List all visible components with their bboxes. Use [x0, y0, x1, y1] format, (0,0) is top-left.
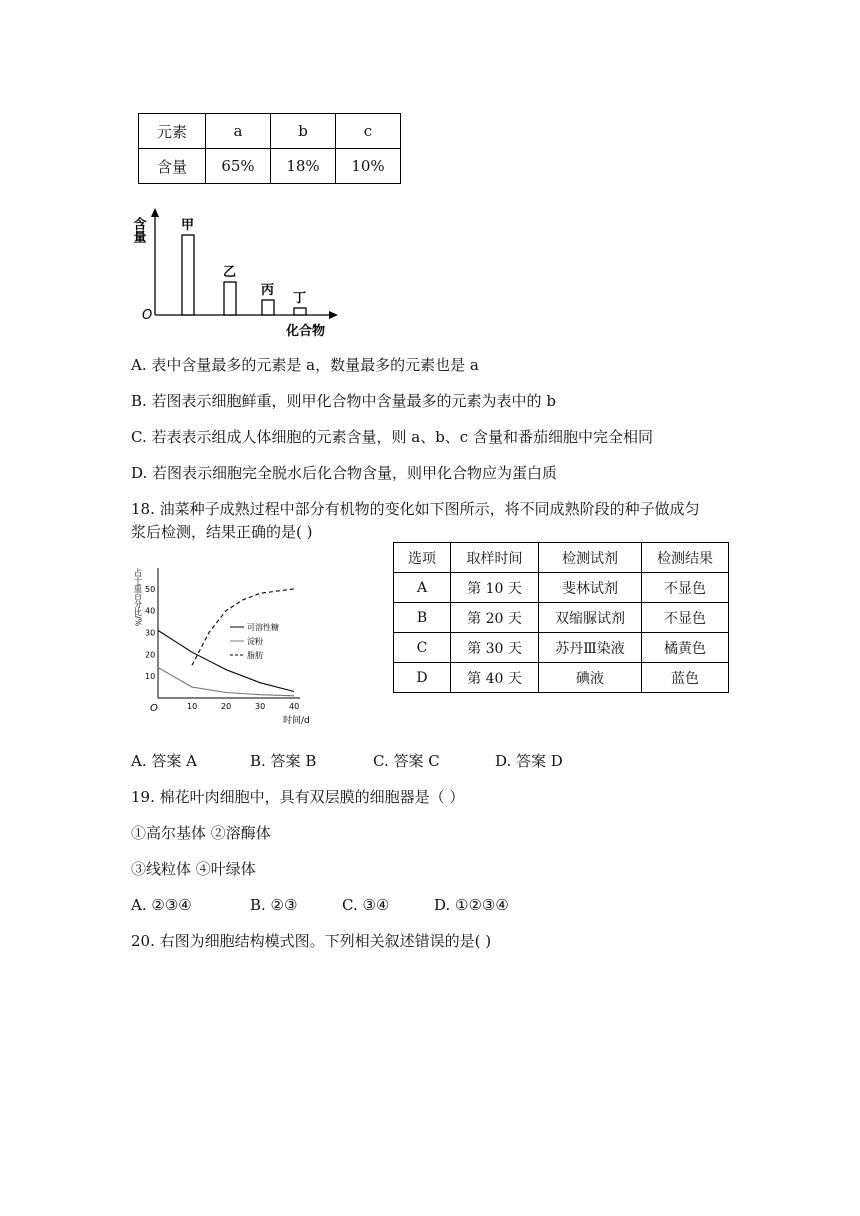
legend [230, 622, 279, 660]
starch-line [158, 668, 294, 696]
y-tick-label: 40 [145, 606, 156, 616]
bar-3 [262, 300, 274, 315]
table-row [394, 573, 729, 603]
q19-option-b: B. ②③ [250, 896, 298, 914]
table-cell: 斐林试剂 [539, 573, 642, 603]
y-tick-label: 50 [145, 584, 156, 594]
bar-label-3: 丙 [261, 283, 275, 298]
legend-label-sugar: 可溶性糖 [247, 623, 279, 632]
table-row [139, 149, 401, 184]
x-axis-arrow [329, 311, 338, 319]
table-cell: b [271, 114, 336, 149]
bar-1 [182, 235, 194, 315]
table-row [139, 114, 401, 149]
legend-label-fat: 脂肪 [247, 651, 263, 660]
q19-stem: 19. 棉花叶肉细胞中，具有双层膜的细胞器是（ ） [131, 788, 465, 806]
q19-option-d: D. ①②③④ [434, 896, 509, 914]
q19-statement-line2: ③线粒体 ④叶绿体 [131, 860, 256, 878]
x-tick-label: 10 [187, 702, 198, 711]
table-cell: 取样时间 [451, 543, 539, 573]
chart-axes [151, 208, 338, 319]
chart-axes [158, 568, 300, 698]
q17-option-c: C. 若表表示组成人体细胞的元素含量，则 a、b、c 含量和番茄细胞中完全相同 [131, 428, 653, 446]
table-cell: 含量 [139, 149, 206, 184]
detection-table [393, 542, 729, 693]
table-row [394, 633, 729, 663]
table-cell: 蓝色 [642, 663, 729, 693]
table-cell: A [394, 573, 451, 603]
q18-stem-line2: 浆后检测，结果正确的是( ) [131, 523, 313, 541]
q18-option-b: B. 答案 B [250, 752, 317, 770]
seed-composition-line-chart [128, 560, 328, 728]
q20-stem: 20. 右图为细胞结构模式图。下列相关叙述错误的是( ) [131, 932, 492, 950]
x-tick-label: 40 [289, 702, 300, 711]
table-cell: 65% [206, 149, 271, 184]
y-tick-label: 10 [145, 672, 156, 682]
table-row [394, 543, 729, 573]
y-axis-label: 占干重百分比/% [133, 568, 143, 627]
x-tick-label: 20 [221, 702, 232, 711]
y-axis-arrow [151, 208, 159, 217]
x-tick-label: 30 [255, 702, 266, 711]
bar-label-2: 乙 [223, 265, 237, 280]
table-cell: 18% [271, 149, 336, 184]
series-lines [158, 589, 294, 696]
origin-label: O [142, 308, 153, 323]
table-cell: B [394, 603, 451, 633]
table-cell: 元素 [139, 114, 206, 149]
table-cell: 检测试剂 [539, 543, 642, 573]
table-cell: 苏丹Ⅲ染液 [539, 633, 642, 663]
legend-label-starch: 淀粉 [247, 637, 263, 646]
table-cell: 第 40 天 [451, 663, 539, 693]
table-cell: D [394, 663, 451, 693]
table-cell: c [336, 114, 401, 149]
table-cell: 第 30 天 [451, 633, 539, 663]
y-tick-label: 30 [145, 628, 156, 638]
table-cell: 不显色 [642, 603, 729, 633]
q17-option-b: B. 若图表示细胞鲜重，则甲化合物中含量最多的元素为表中的 b [131, 392, 556, 410]
table-cell: 橘黄色 [642, 633, 729, 663]
x-axis-label: 化合物 [286, 324, 326, 339]
table-cell: 不显色 [642, 573, 729, 603]
table-cell: C [394, 633, 451, 663]
bar-2 [224, 282, 236, 315]
element-content-table [138, 113, 401, 184]
q17-option-a: A. 表中含量最多的元素是 a，数量最多的元素也是 a [131, 356, 479, 374]
bar-label-1: 甲 [181, 218, 195, 233]
origin-label: O [150, 703, 158, 714]
y-axis-label: 含量 [130, 217, 146, 243]
table-cell: 选项 [394, 543, 451, 573]
table-cell: 第 10 天 [451, 573, 539, 603]
q19-option-a: A. ②③④ [131, 896, 192, 914]
table-cell: 10% [336, 149, 401, 184]
compound-content-bar-chart [128, 205, 358, 340]
bar-4 [294, 308, 306, 315]
sugar-line [158, 630, 294, 691]
q18-option-c: C. 答案 C [373, 752, 440, 770]
y-tick-label: 20 [145, 650, 156, 660]
q19-option-c: C. ③④ [342, 896, 390, 914]
bar-label-4: 丁 [293, 291, 307, 306]
x-axis-label: 时间/d [283, 716, 310, 726]
q18-stem-line1: 18. 油菜种子成熟过程中部分有机物的变化如下图所示，将不同成熟阶段的种子做成匀 [131, 500, 700, 518]
table-row [394, 663, 729, 693]
table-cell: 检测结果 [642, 543, 729, 573]
table-cell: a [206, 114, 271, 149]
table-row [394, 603, 729, 633]
table-cell: 第 20 天 [451, 603, 539, 633]
table-cell: 碘液 [539, 663, 642, 693]
q19-statement-line1: ①高尔基体 ②溶酶体 [131, 824, 271, 842]
table-cell: 双缩脲试剂 [539, 603, 642, 633]
q18-option-a: A. 答案 A [131, 752, 197, 770]
bars [181, 218, 306, 315]
q18-option-d: D. 答案 D [495, 752, 563, 770]
q17-option-d: D. 若图表示细胞完全脱水后化合物含量，则甲化合物应为蛋白质 [131, 464, 558, 482]
